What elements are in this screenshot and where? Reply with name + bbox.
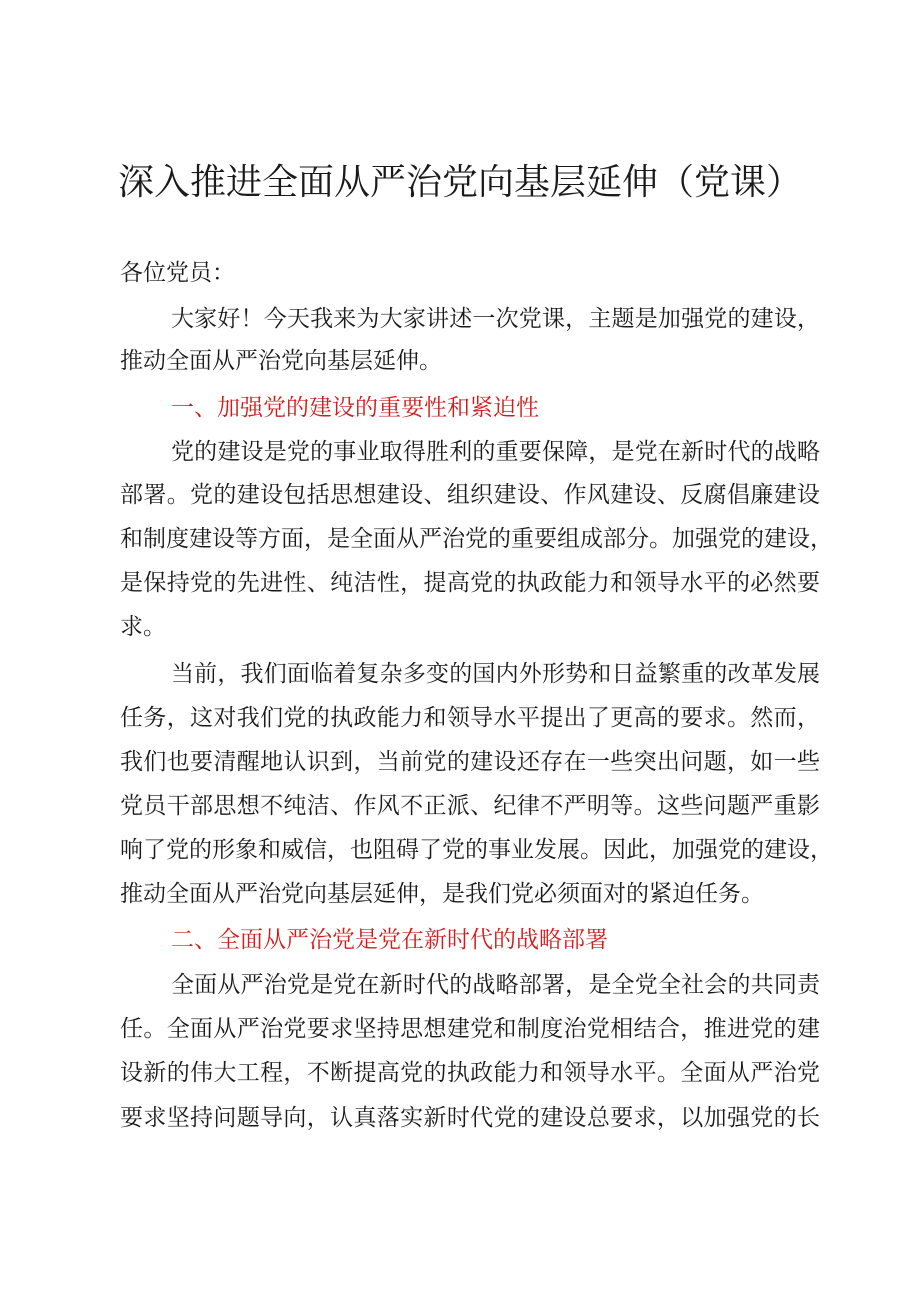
paragraph-line: 当前，我们面临着复杂多变的国内外形势和日益繁重的改革发展	[171, 661, 820, 687]
intro-line: 推动全面从严治党向基层延伸。	[120, 348, 442, 374]
paragraph-line: 求。	[120, 614, 166, 640]
paragraph-line: 推动全面从严治党向基层延伸，是我们党必须面对的紧迫任务。	[120, 881, 764, 907]
paragraph-line: 党的建设是党的事业取得胜利的重要保障，是党在新时代的战略	[171, 439, 820, 465]
paragraph-line: 任。全面从严治党要求坚持思想建党和制度治党相结合，推进党的建	[120, 1016, 820, 1042]
paragraph-line: 任务，这对我们党的执政能力和领导水平提出了更高的要求。然而，	[120, 705, 820, 731]
intro-line: 大家好！今天我来为大家讲述一次党课，主题是加强党的建设，	[171, 306, 820, 332]
section-heading: 一、加强党的建设的重要性和紧迫性	[171, 395, 539, 421]
document-title: 深入推进全面从严治党向基层延伸（党课）	[117, 162, 802, 203]
paragraph-line: 党员干部思想不纯洁、作风不正派、纪律不严明等。这些问题严重影	[120, 793, 820, 819]
paragraph-line: 全面从严治党是党在新时代的战略部署，是全党全社会的共同责	[171, 972, 820, 998]
section-heading: 二、全面从严治党是党在新时代的战略部署	[171, 927, 608, 953]
salutation: 各位党员：	[120, 260, 235, 286]
paragraph-line: 我们也要清醒地认识到，当前党的建设还存在一些突出问题，如一些	[120, 749, 820, 775]
paragraph-line: 要求坚持问题导向，认真落实新时代党的建设总要求，以加强党的长	[120, 1105, 820, 1131]
paragraph-line: 是保持党的先进性、纯洁性，提高党的执政能力和领导水平的必然要	[120, 570, 820, 596]
paragraph-line: 和制度建设等方面，是全面从严治党的重要组成部分。加强党的建设，	[120, 526, 833, 552]
paragraph-line: 设新的伟大工程，不断提高党的执政能力和领导水平。全面从严治党	[120, 1060, 820, 1086]
paragraph-line: 响了党的形象和威信，也阻碍了党的事业发展。因此，加强党的建设，	[120, 837, 833, 863]
paragraph-line: 部署。党的建设包括思想建设、组织建设、作风建设、反腐倡廉建设	[120, 482, 820, 508]
